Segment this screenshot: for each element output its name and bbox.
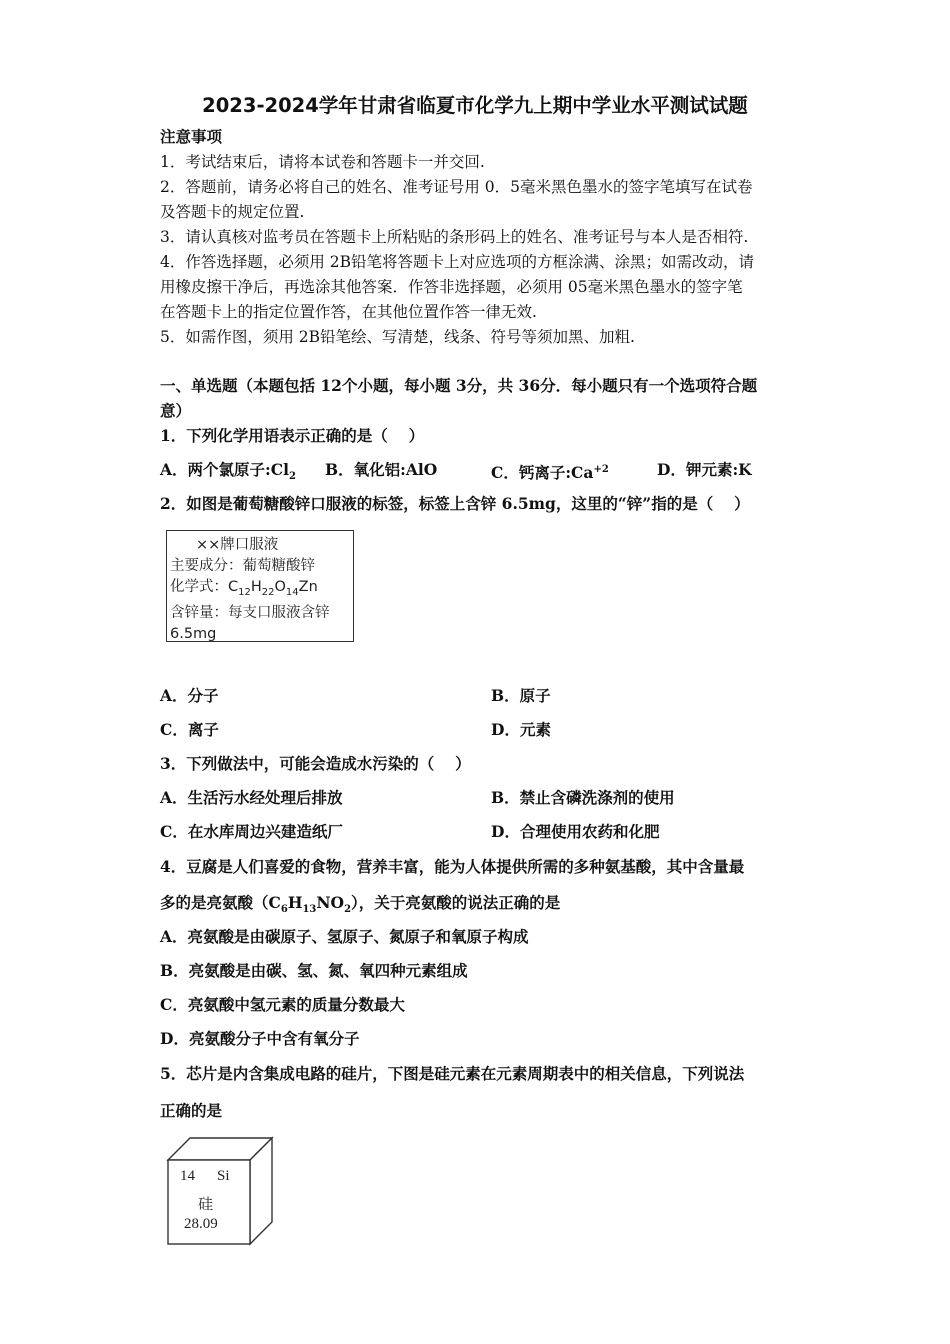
notice-line: 用橡皮擦干净后，再选涂其他答案．作答非选择题，必须用 05毫米黑色墨水的签字笔 xyxy=(160,278,743,296)
q1-stem: 1．下列化学用语表示正确的是（ ） xyxy=(160,426,425,445)
notice-line: 及答题卡的规定位置. xyxy=(160,203,305,221)
q2-stem: 2．如图是葡萄糖酸锌口服液的标签，标签上含锌 6.5mg，这里的“锌”指的是（ ） xyxy=(160,494,750,513)
page-title: 2023-2024学年甘肃省临夏市化学九上期中学业水平测试试题 xyxy=(202,94,748,117)
element-cell-silicon xyxy=(166,1136,276,1246)
element-cube-outline xyxy=(166,1136,276,1246)
q4-option-a: A．亮氨酸是由碳原子、氢原子、氮原子和氧原子构成 xyxy=(160,927,529,946)
notice-line: 2．答题前，请务必将自己的姓名、准考证号用 0．5毫米黑色墨水的签字笔填写在试卷 xyxy=(160,178,753,196)
q3-option-a: A．生活污水经处理后排放 xyxy=(160,788,343,807)
q3-option-c: C．在水库周边兴建造纸厂 xyxy=(160,822,343,841)
q3-option-b: B．禁止含磷洗涤剂的使用 xyxy=(491,788,675,807)
q4-option-c: C．亮氨酸中氢元素的质量分数最大 xyxy=(160,995,405,1014)
q5-stem: 5．芯片是内含集成电路的硅片，下图是硅元素在元素周期表中的相关信息，下列说法 xyxy=(160,1064,745,1083)
element-symbol: Si xyxy=(217,1168,230,1184)
q1-option-d: D．钾元素:K xyxy=(657,460,752,479)
label-line: 含锌量：每支口服液含锌 xyxy=(170,604,330,621)
q2-option-c: C．离子 xyxy=(160,720,219,739)
q1-option-b: B．氧化铝:AlO xyxy=(325,460,438,479)
atomic-mass: 28.09 xyxy=(184,1216,218,1232)
q2-option-b: B．原子 xyxy=(491,686,551,705)
notice-line: 4．作答选择题，必须用 2B铅笔将答题卡上对应选项的方框涂满、涂黑；如需改动，请 xyxy=(160,253,755,271)
q1-option-a: A．两个氯原子$:Cl_2$ xyxy=(160,460,296,483)
q2-option-d: D．元素 xyxy=(491,720,551,739)
q2-option-a: A．分子 xyxy=(160,686,219,705)
atomic-number: 14 xyxy=(180,1168,195,1184)
q5-stem-cont: 正确的是 xyxy=(160,1101,223,1120)
label-formula: 化学式：$C_{12}H_{22}O_{14}Zn$ xyxy=(170,579,318,598)
notice-line: 1．考试结束后，请将本试卷和答题卡一并交回. xyxy=(160,153,485,171)
product-label xyxy=(166,530,354,642)
notice-line: 在答题卡上的指定位置作答，在其他位置作答一律无效. xyxy=(160,303,537,321)
q3-option-d: D．合理使用农药和化肥 xyxy=(491,822,660,841)
element-name: 硅 xyxy=(198,1195,214,1213)
notice-heading: 注意事项 xyxy=(160,127,223,146)
q1-option-c: C．钙离子$:Ca^{+2}$ xyxy=(491,463,609,483)
notice-line: 3．请认真核对监考员在答题卡上所粘贴的条形码上的姓名、准考证号与本人是否相符. xyxy=(160,228,749,246)
q4-stem-cont: 多的是亮氨酸$(C_6H_{13}NO_2)$，关于亮氨酸的说法正确的是 xyxy=(160,893,561,916)
label-line: 主要成分：葡萄糖酸锌 xyxy=(170,558,315,574)
q4-option-b: B．亮氨酸是由碳、氢、氮、氧四种元素组成 xyxy=(160,961,468,980)
q3-stem: 3．下列做法中，可能会造成水污染的（ ） xyxy=(160,754,471,773)
section-heading-cont: 意） xyxy=(160,401,192,420)
label-line: ××牌口服液 xyxy=(196,537,279,553)
section-heading: 一、单选题（本题包括 12个小题，每小题 3分，共 36分．每小题只有一个选项符合题 xyxy=(160,376,758,395)
q4-option-d: D．亮氨酸分子中含有氧分子 xyxy=(160,1029,360,1048)
notice-line: 5．如需作图，须用 2B铅笔绘、写清楚，线条、符号等须加黑、加粗. xyxy=(160,328,635,346)
label-line: 6.5mg xyxy=(170,625,217,642)
q4-stem: 4．豆腐是人们喜爱的食物，营养丰富，能为人体提供所需的多种氨基酸，其中含量最 xyxy=(160,857,745,876)
